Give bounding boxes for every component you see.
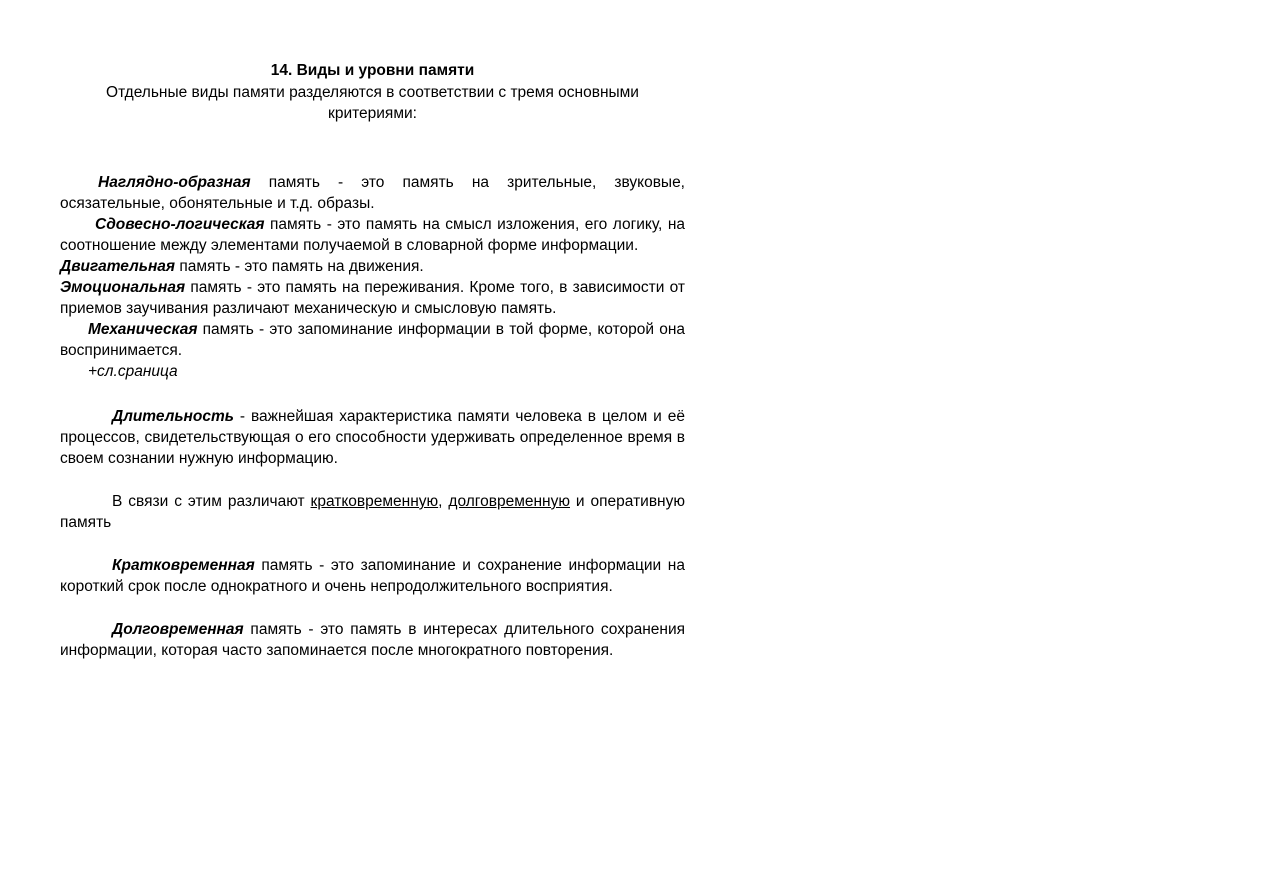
paragraph-long-term-memory bbox=[60, 619, 685, 661]
paragraph-text: память - это память на зрительные, звуковые, осязательные, обонятельные и т.д. образы. bbox=[60, 174, 685, 212]
paragraph-text: память - это память на переживания. Кроме того, в зависимости от приемов заучивания различают механическую и смысловую память. bbox=[60, 279, 685, 317]
short-term-link[interactable]: кратковременную bbox=[310, 493, 439, 510]
term: Кратковременная bbox=[112, 557, 255, 574]
paragraph-text: В связи с этим различают bbox=[112, 493, 311, 510]
paragraph-text: память - это память на смысл изложения, его логику, на соотношение между элементами получаемой в словарной форме информации. bbox=[60, 216, 685, 254]
paragraph-memory-types bbox=[60, 491, 685, 533]
term: Двигательная bbox=[60, 258, 176, 275]
spacer bbox=[60, 382, 685, 406]
paragraph-duration bbox=[60, 406, 685, 469]
paragraph-text: - важнейшая характеристика памяти человека в целом и её процессов, свидетельствующая о его способности удерживать определенное время в своем сознании нужную информацию. bbox=[60, 408, 685, 467]
term: Долговременная bbox=[112, 621, 244, 638]
spacer bbox=[60, 597, 685, 619]
document-page bbox=[60, 60, 685, 661]
page-title: 14. Виды и уровни памяти bbox=[270, 62, 475, 79]
spacer bbox=[60, 533, 685, 555]
paragraph-visual-memory bbox=[60, 172, 685, 214]
spacer bbox=[60, 469, 685, 491]
paragraph-text: память - это запоминание информации в той форме, которой она воспринимается. bbox=[60, 321, 685, 359]
paragraph-text: память - это запоминание и сохранение информации на короткий срок после однократного и очень непродолжительного восприятия. bbox=[60, 557, 685, 595]
spacer bbox=[60, 124, 685, 172]
page-note: +сл.сраница bbox=[88, 363, 178, 380]
separator: , bbox=[438, 493, 449, 510]
paragraph-short-term-memory bbox=[60, 555, 685, 597]
paragraph-motor-memory bbox=[60, 256, 685, 277]
long-term-link[interactable]: долговременную bbox=[448, 493, 570, 510]
term: Наглядно-образная bbox=[98, 174, 251, 191]
paragraph-text: память - это память на движения. bbox=[175, 258, 424, 275]
paragraph-verbal-memory bbox=[60, 214, 685, 256]
term: Сдовесно-логическая bbox=[95, 216, 265, 233]
term: Эмоциональная bbox=[60, 279, 186, 296]
paragraph-text: память - это память в интересах длительного сохранения информации, которая часто запоминается после многократного повторения. bbox=[60, 621, 685, 659]
paragraph-mechanical-memory bbox=[60, 319, 685, 361]
paragraph-emotional-memory bbox=[60, 277, 685, 319]
term: Механическая bbox=[88, 321, 198, 338]
term: Длительность bbox=[112, 408, 234, 425]
page-subtitle: Отдельные виды памяти разделяются в соответствии с тремя основными критериями: bbox=[106, 84, 639, 122]
paragraph-text: и оперативную память bbox=[60, 493, 685, 531]
